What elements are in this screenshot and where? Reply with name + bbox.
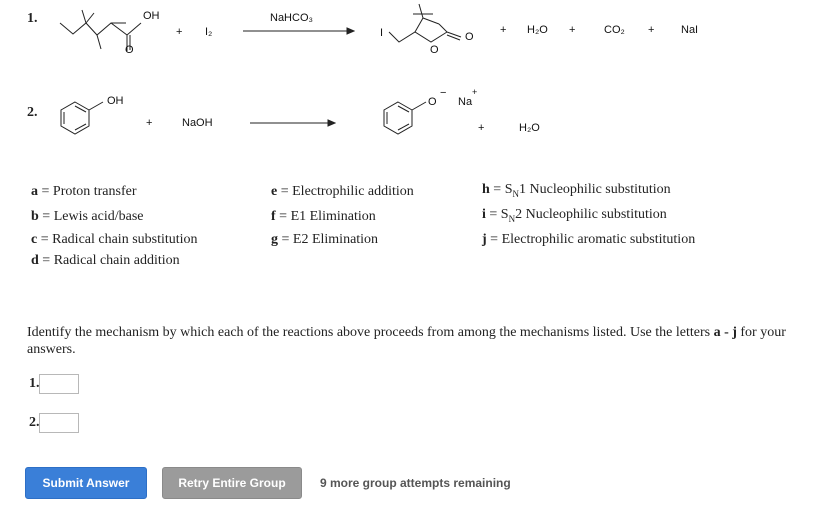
byproduct-water: H₂O <box>527 24 548 36</box>
plus-sign: + <box>478 122 485 134</box>
plus-sign: + <box>569 24 576 36</box>
mechanism-e: e = Electrophilic addition <box>271 184 414 199</box>
sodium-hydroxide-reagent: NaOH <box>182 117 213 129</box>
reaction-1-arrow <box>243 26 355 36</box>
plus-sign: + <box>176 26 183 38</box>
mechanism-f: f = E1 Elimination <box>271 209 376 224</box>
plus-sign: + <box>500 24 507 36</box>
answer-1-label: 1. <box>29 376 40 391</box>
mechanism-i: $i = S_N2$ Nucleophilic substitution <box>482 207 667 224</box>
product-2-o-label: O <box>428 96 437 108</box>
reactant-1-carbonyl-o-label: O <box>125 44 134 56</box>
iodine-reagent: I₂ <box>205 26 213 38</box>
mechanism-c: c = Radical chain substitution <box>31 232 198 247</box>
reaction-2-arrow <box>250 118 336 128</box>
reactant-1-oh-label: OH <box>143 10 160 22</box>
answer-1-input[interactable] <box>39 374 79 394</box>
byproduct-water: H₂O <box>519 122 540 134</box>
answer-2-input[interactable] <box>39 413 79 433</box>
reaction-2-number: 2. <box>27 105 38 120</box>
submit-answer-button[interactable]: Submit Answer <box>25 467 147 499</box>
sodium-cation: Na <box>458 96 473 108</box>
plus-sign: + <box>146 117 153 129</box>
mechanism-g: g = E2 Elimination <box>271 232 379 247</box>
reaction-1-condition: NaHCO₃ <box>270 12 313 24</box>
question-text: Identify the mechanism by which each of the reactions above proceeds from among the mechanisms listed. Use the letters a - j for your answers. <box>27 325 786 357</box>
mechanism-h: $h = S_N1$ Nucleophilic substitution <box>482 182 671 199</box>
reactant-2-oh-label: OH <box>107 95 124 107</box>
product-1-ring-o-label: O <box>430 44 439 56</box>
positive-charge: + <box>472 87 478 97</box>
mechanism-d: d = Radical chain addition <box>31 253 180 268</box>
answer-2-label: 2. <box>29 415 40 430</box>
product-1-carbonyl-o-label: O <box>465 31 474 43</box>
retry-entire-group-button[interactable]: Retry Entire Group <box>162 467 302 499</box>
reactant-2-benzyl-alcohol-structure <box>55 92 115 142</box>
reaction-1-number: 1. <box>27 11 38 26</box>
mechanism-j: j = Electrophilic aromatic substitution <box>482 232 696 247</box>
mechanism-b: b = Lewis acid/base <box>31 209 144 224</box>
negative-charge: − <box>440 87 447 99</box>
product-1-iodine-label: I <box>380 27 384 39</box>
byproduct-carbon-dioxide: CO₂ <box>604 24 625 36</box>
byproduct-sodium-iodide: NaI <box>681 24 699 36</box>
plus-sign: + <box>648 24 655 36</box>
mechanism-a: a = Proton transfer <box>31 184 137 199</box>
attempts-remaining-text: 9 more group attempts remaining <box>320 476 511 490</box>
